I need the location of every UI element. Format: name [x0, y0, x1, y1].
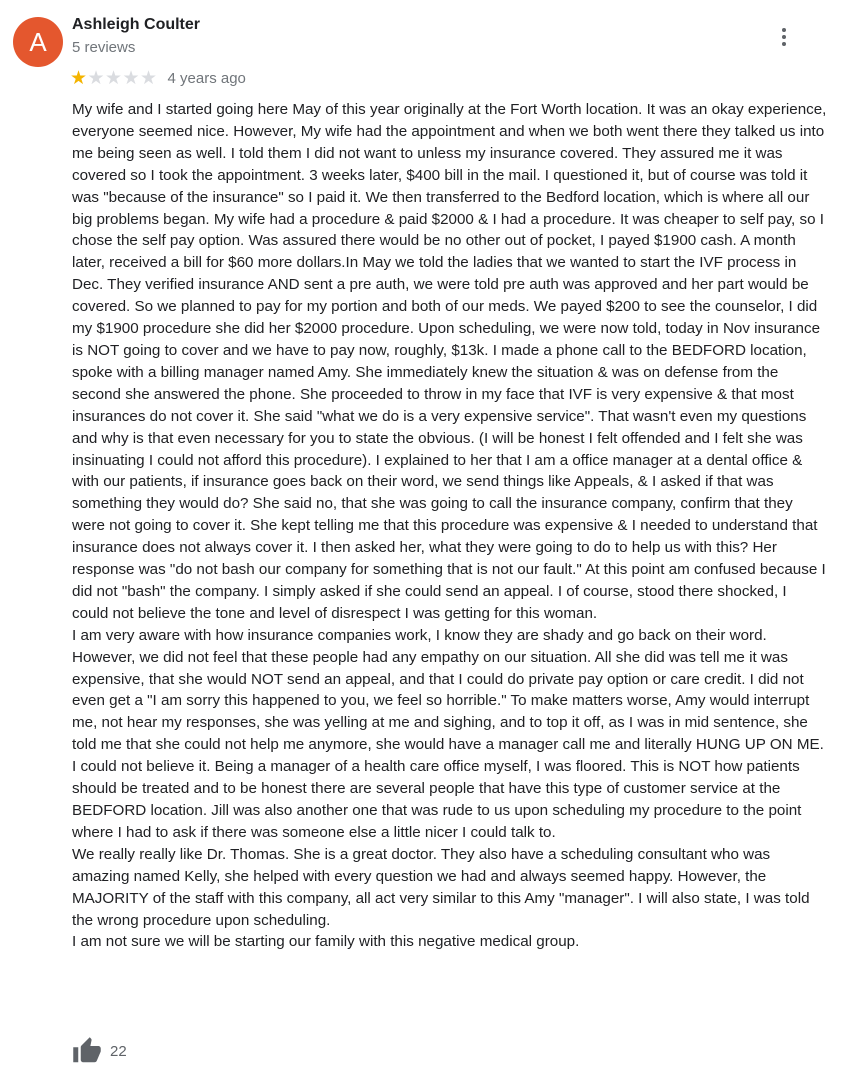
star-empty-icon: ★ [87, 67, 105, 89]
review-paragraph: My wife and I started going here May of this year originally at the Fort Worth location. It was an okay experience, everyone seemed nice. However, My wife had the appointment and when we both went there they talked us into me being seen as well. I told them I did not want to unless my insurance covered. They assured me it was covered so I took the appointment. 3 weeks later, $400 bill in the mail. I questioned it, but of course was told it was "because of the insurance" so I paid it. We then transferred to the Bedford location, which is where all our big problems began. My wife had a procedure & paid $2000 & I had a procedure. It was cheaper to self pay, so I chose the self pay option. Was assured there would be no other out of pocket, I payed $1900 cash. A month later, received a bill for $60 more dollars.In May we told the ladies that we wanted to start the IVF process in Dec. They verified insurance AND sent a pre auth, we were told pre auth was approved and her part would be covered. So we planned to pay for my portion and both of our meds. We payed $200 to see the counselor, I did my $1900 procedure she did her $2000 procedure. Upon scheduling, we were now told, today in Nov insurance is NOT going to cover and we have to pay now, roughly, $13k. I made a phone call to the BEDFORD location, spoke with a billing manager named Amy. She immediately knew the situation & was on defense from the second she answered the phone. She proceeded to throw in my face that IVF is very expensive & that most insurances do not cover it. She said "what we do is a very expensive service". That wasn't even my questions and why is that even necessary for you to state the obvious. (I will be honest I felt offended and I felt she was insinuating I could not afford this procedure). I explained to her that I am a office manager at a dental office & with our patients, if insurance goes back on their word, we send things like Appeals, & I asked if that was something they would do? She said no, that she was going to call the insurance company, confirm that they were not going to cover it. She kept telling me that this procedure was expensive & I needed to understand that insurance does not always cover it. I then asked her, what they were going to do to help us with this? Her response was "do not bash our company for something that is not our fault." At this point am confused because I did not "bash" the company. I simply asked if she could send an appeal. I of course, stood there shocked, I could not believe the tone and level of disrespect I was getting for this woman. [72, 101, 827, 622]
like-count: 22 [110, 1042, 127, 1060]
rating-row [70, 66, 246, 90]
review-paragraph: I am not sure we will be starting our family with this negative medical group. [72, 933, 580, 951]
review-date: 4 years ago [167, 69, 246, 87]
reviewer-avatar[interactable] [13, 17, 63, 67]
reviewer-name[interactable]: Ashleigh Coulter [72, 16, 201, 33]
more-vert-icon [782, 28, 786, 32]
review-text [72, 99, 827, 953]
like-row [72, 1035, 127, 1067]
like-button[interactable] [72, 1036, 102, 1066]
more-vert-icon-dot [782, 35, 786, 39]
star-empty-icon: ★ [140, 67, 158, 89]
more-options-button[interactable] [770, 24, 798, 50]
reviewer-review-count: 5 reviews [72, 39, 136, 56]
star-rating [70, 68, 158, 88]
thumbs-up-icon [72, 1036, 102, 1066]
review-paragraph: We really really like Dr. Thomas. She is a great doctor. They also have a scheduling consultant who was amazing named Kelly, she helped with every question we had and always seemed happy. However, the MAJORITY of the staff with this company, all act very similar to this Amy "manager". I will also state, I was told the wrong procedure upon scheduling. [72, 845, 810, 929]
star-filled-icon: ★ [70, 67, 88, 89]
star-empty-icon: ★ [122, 67, 140, 89]
review-paragraph: I am very aware with how insurance companies work, I know they are shady and go back on their word. However, we did not feel that these people had any empathy on our situation. All she did was tell me it was expensive, that she would NOT send an appeal, and that I could do private pay option or care credit. I did not even get a "I am sorry this happened to you, we feel so horrible." To make matters worse, Amy would interrupt me, not hear my responses, she was yelling at me and sighing, and to top it off, as I was in mid sentence, she told me that she could not help me anymore, she would have a manager call me and literally HUNG UP ON ME. I could not believe it. Being a manager of a health care office myself, I was floored. This is NOT how patients should be treated and to be honest there are several people that have this type of customer service at the BEDFORD location. Jill was also another one that was rude to us upon scheduling my procedure to the point where I had to ask if there was someone else a little nicer I could talk to. [72, 626, 824, 841]
more-vert-icon-dot [782, 42, 786, 46]
star-empty-icon: ★ [105, 67, 123, 89]
avatar-initial: A [29, 26, 47, 57]
